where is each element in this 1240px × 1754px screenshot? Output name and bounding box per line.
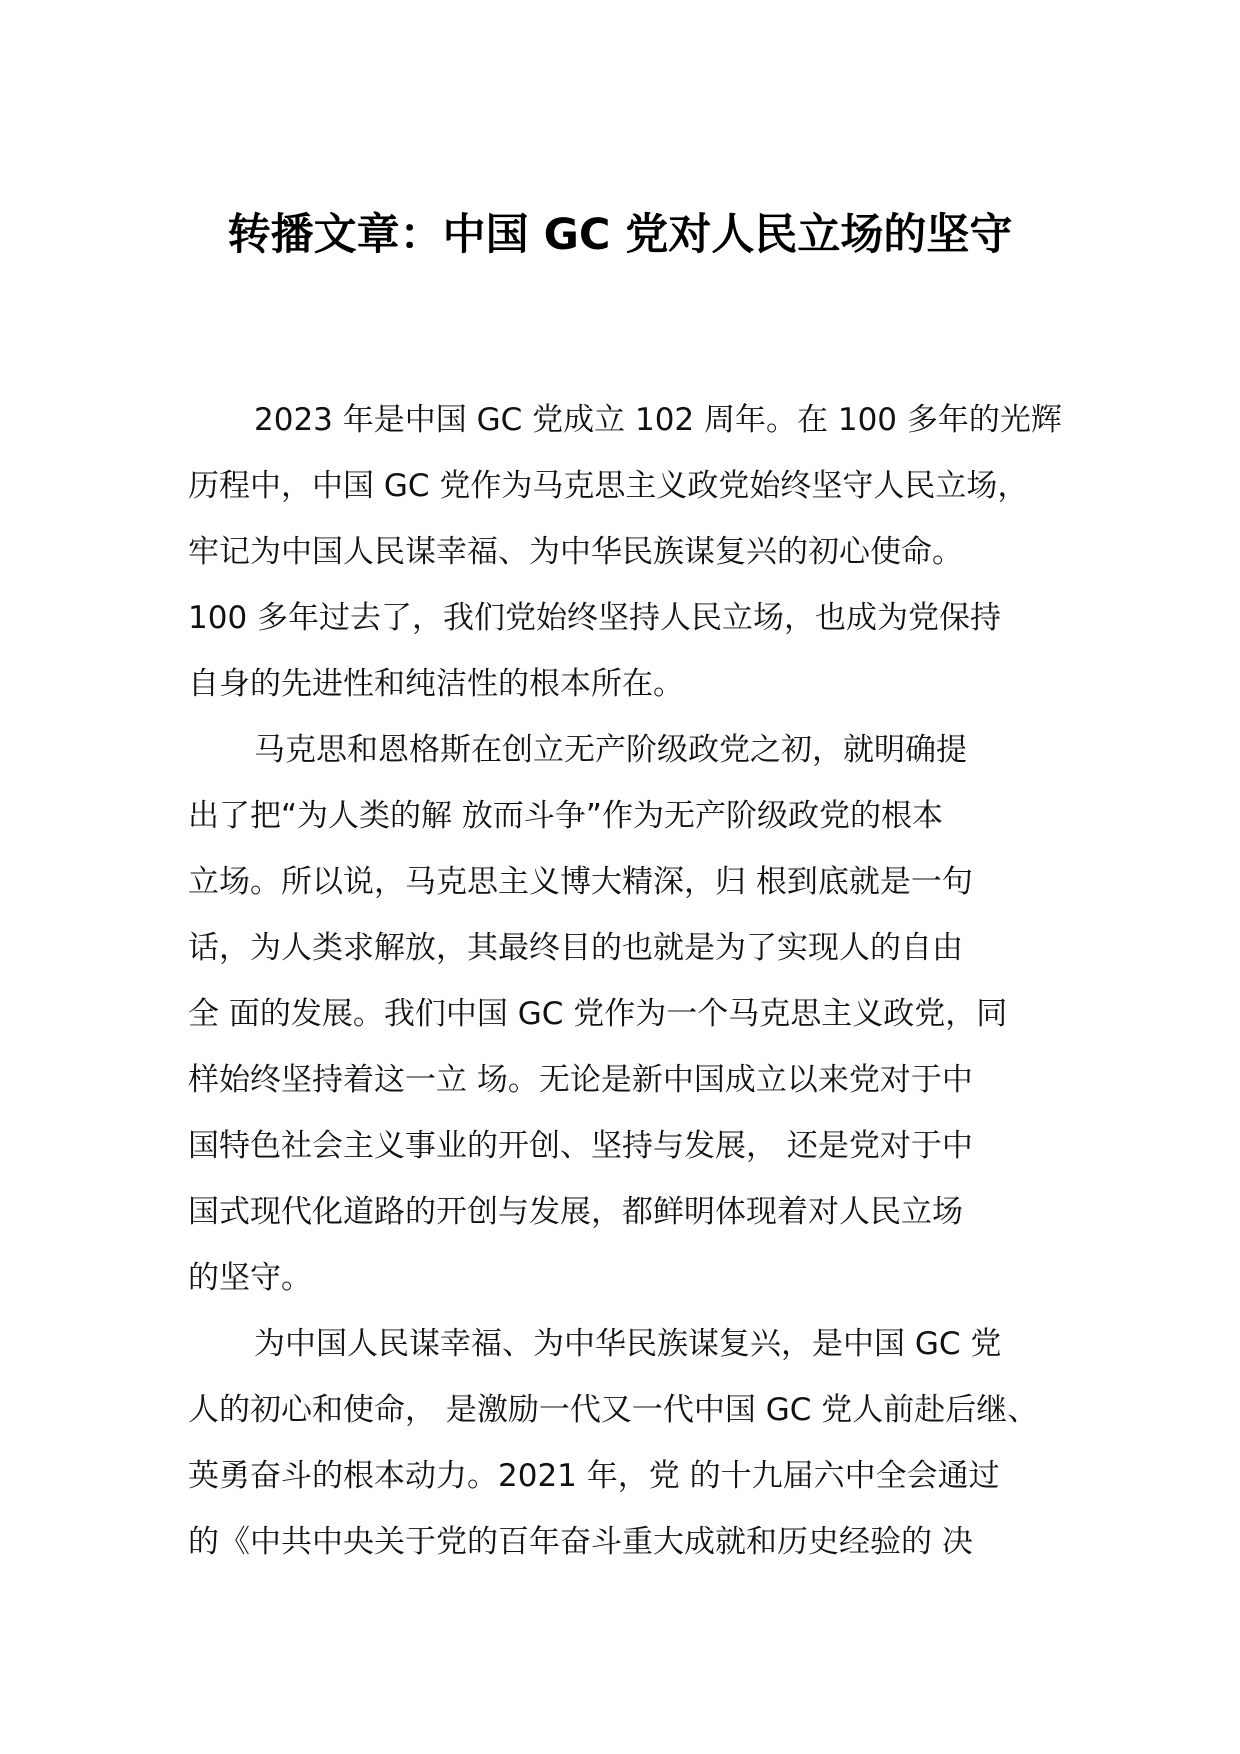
- paragraph-line: 国特色社会主义事业的开创、坚持与发展， 还是党对于中: [188, 1128, 973, 1164]
- document-title: 转播文章：中国 GC 党对人民立场的坚守: [227, 210, 1013, 260]
- paragraph-line: 马克思和恩格斯在创立无产阶级政党之初，就明确提: [254, 732, 967, 768]
- paragraph-line: 英勇奋斗的根本动力。2021 年，党 的十九届六中全会通过: [188, 1458, 1000, 1494]
- paragraph-1: [188, 387, 1068, 717]
- paragraph-line: 牢记为中国人民谋幸福、为中华民族谋复兴的初心使命。: [188, 534, 963, 570]
- paragraph-2: [188, 717, 1068, 1311]
- paragraph-line: 2023 年是中国 GC 党成立 102 周年。在 100 多年的光辉: [254, 402, 1062, 438]
- paragraph-line: 人的初心和使命， 是激励一代又一代中国 GC 党人前赴后继、: [188, 1392, 1039, 1428]
- paragraph-line: 出了把“为人类的解 放而斗争”作为无产阶级政党的根本: [188, 798, 943, 834]
- paragraph-line: 为中国人民谋幸福、为中华民族谋复兴，是中国 GC 党: [254, 1326, 1002, 1362]
- paragraph-line: 历程中，中国 GC 党作为马克思主义政党始终坚守人民立场，: [188, 468, 1029, 504]
- paragraph-line: 国式现代化道路的开创与发展，都鲜明体现着对人民立场: [188, 1194, 963, 1230]
- paragraph-3: [188, 1311, 1068, 1575]
- paragraph-line: 的《中共中央关于党的百年奋斗重大成就和历史经验的 决: [188, 1524, 973, 1560]
- paragraph-line: 全 面的发展。我们中国 GC 党作为一个马克思主义政党，同: [188, 996, 1008, 1032]
- paragraph-line: 自身的先进性和纯洁性的根本所在。: [188, 666, 684, 702]
- paragraph-line: 的坚守。: [188, 1260, 312, 1296]
- paragraph-line: 立场。所以说，马克思主义博大精深，归 根到底就是一句: [188, 864, 973, 900]
- paragraph-line: 100 多年过去了，我们党始终坚持人民立场，也成为党保持: [188, 600, 1002, 636]
- paragraph-line: 话，为人类求解放，其最终目的也就是为了实现人的自由: [188, 930, 963, 966]
- paragraph-line: 样始终坚持着这一立 场。无论是新中国成立以来党对于中: [188, 1062, 973, 1098]
- document-body: [188, 387, 1068, 1575]
